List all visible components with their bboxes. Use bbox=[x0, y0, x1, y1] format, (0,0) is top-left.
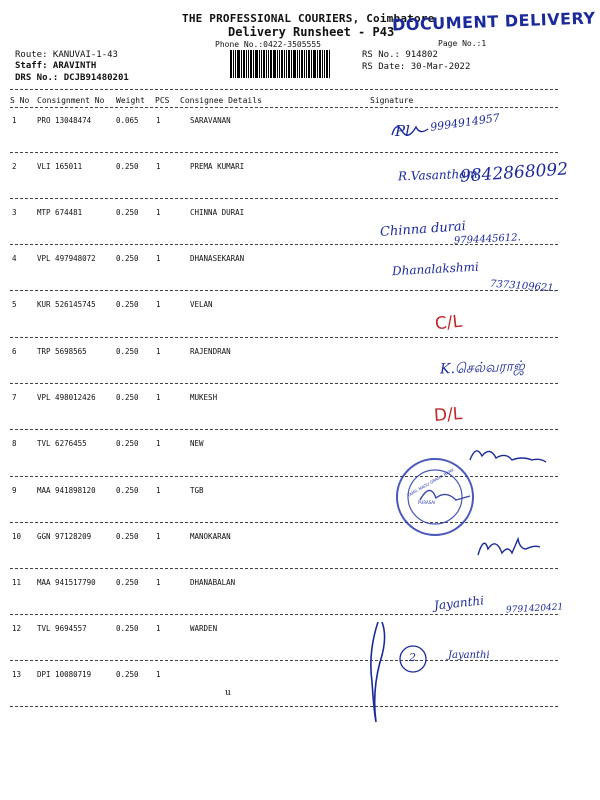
hw-r6-name: K.செல்வராஜ் bbox=[439, 358, 526, 378]
cell-consignment: KUR 526145745 bbox=[37, 300, 96, 309]
col-weight: Weight bbox=[116, 96, 145, 105]
col-signature: Signature bbox=[370, 96, 414, 105]
cell-consignment: DPI 10080719 bbox=[37, 670, 92, 679]
cell-weight: 0.250 bbox=[116, 578, 139, 587]
cell-sno: 5 bbox=[12, 300, 17, 309]
hw-r1-initial: Pl bbox=[395, 122, 410, 140]
company-name: THE PROFESSIONAL COURIERS, Coimbatore bbox=[182, 12, 435, 25]
cell-consignee: RAJENDRAN bbox=[190, 347, 231, 356]
hw-r12-circle-number: 2 bbox=[409, 651, 416, 664]
page-number: Page No.:1 bbox=[438, 39, 487, 48]
route: Route: KANUVAI-1-43 bbox=[15, 50, 118, 60]
cell-weight: 0.250 bbox=[116, 347, 139, 356]
cell-consignment: MTP 674481 bbox=[37, 208, 83, 217]
cell-pcs: 1 bbox=[156, 300, 161, 309]
cell-consignment: MAA 941517790 bbox=[37, 578, 96, 587]
document-delivery-stamp: DOCUMENT DELIVERY bbox=[391, 8, 596, 35]
phone-number: Phone No.:0422-3505555 bbox=[215, 40, 321, 49]
cell-consignee: WARDEN bbox=[190, 624, 218, 633]
cell-consignee: CHINNA DURAI bbox=[190, 208, 245, 217]
cell-weight: 0.250 bbox=[116, 300, 139, 309]
runsheet-title: Delivery Runsheet - P43 bbox=[228, 25, 395, 39]
cell-sno: 4 bbox=[12, 254, 17, 263]
cell-consignment: TVL 9694557 bbox=[37, 624, 87, 633]
hw-r13-mark: u bbox=[225, 688, 231, 698]
signature-10-stroke bbox=[478, 539, 540, 555]
hw-r12-name: Jayanthi bbox=[448, 650, 490, 661]
cell-weight: 0.250 bbox=[116, 393, 139, 402]
cell-pcs: 1 bbox=[156, 578, 161, 587]
cell-sno: 10 bbox=[12, 532, 22, 541]
cell-consignment: PRO 13048474 bbox=[37, 116, 92, 125]
cell-sno: 8 bbox=[12, 439, 17, 448]
cell-pcs: 1 bbox=[156, 393, 161, 402]
cell-pcs: 1 bbox=[156, 208, 161, 217]
signature-12-stroke bbox=[371, 622, 385, 722]
cell-consignee: DHANASEKARAN bbox=[190, 254, 245, 263]
staff: Staff: ARAVINTH bbox=[15, 61, 97, 71]
cell-consignee: DHANABALAN bbox=[190, 578, 236, 587]
cell-weight: 0.250 bbox=[116, 624, 139, 633]
bank-stamp-text: TAMIL NADU GRAMA BANK bbox=[406, 467, 455, 498]
cell-pcs: 1 bbox=[156, 116, 161, 125]
hw-r11-name: Jayanthi bbox=[433, 593, 485, 613]
hw-r1-phone: 9994914957 bbox=[429, 111, 501, 134]
cell-pcs: 1 bbox=[156, 254, 161, 263]
col-consignment: Consignment No bbox=[37, 96, 105, 105]
col-consignee: Consignee Details bbox=[180, 96, 262, 105]
cell-consignment: VLI 165011 bbox=[37, 162, 83, 171]
cell-pcs: 1 bbox=[156, 486, 161, 495]
hw-r2-phone: 9842868092 bbox=[459, 159, 569, 187]
col-pcs: PCS bbox=[155, 96, 170, 105]
cell-consignment: MAA 941898120 bbox=[37, 486, 96, 495]
cell-consignee: MUKESH bbox=[190, 393, 218, 402]
hw-r2-name: R.Vasantham bbox=[397, 166, 478, 184]
cell-weight: 0.250 bbox=[116, 670, 139, 679]
hw-r4-name: Dhanalakshmi bbox=[391, 259, 480, 279]
cell-weight: 0.250 bbox=[116, 162, 139, 171]
cell-pcs: 1 bbox=[156, 670, 161, 679]
cell-sno: 6 bbox=[12, 347, 17, 356]
cell-pcs: 1 bbox=[156, 162, 161, 171]
cell-consignment: TRP 5698565 bbox=[37, 347, 87, 356]
cell-consignee: SARAVANAN bbox=[190, 116, 231, 125]
hw-r3-phone: 9794445612. bbox=[453, 232, 522, 247]
cell-consignee: VELAN bbox=[190, 300, 213, 309]
cell-consignment: VPL 497948072 bbox=[37, 254, 96, 263]
drs-number: DRS No.: DCJB91480201 bbox=[15, 73, 129, 83]
cell-consignment: TVL 6276455 bbox=[37, 439, 87, 448]
cell-sno: 11 bbox=[12, 578, 22, 587]
cell-sno: 3 bbox=[12, 208, 17, 217]
cell-pcs: 1 bbox=[156, 624, 161, 633]
cell-consignee: MANOKARAN bbox=[190, 532, 231, 541]
cell-weight: 0.250 bbox=[116, 532, 139, 541]
cell-weight: 0.065 bbox=[116, 116, 139, 125]
cell-weight: 0.250 bbox=[116, 254, 139, 263]
cell-sno: 7 bbox=[12, 393, 17, 402]
cell-consignment: GGN 97128209 bbox=[37, 532, 92, 541]
cell-sno: 2 bbox=[12, 162, 17, 171]
hw-r7-dl: D/L bbox=[433, 404, 463, 426]
hw-r11-phone: 9791420421 bbox=[505, 602, 564, 616]
cell-consignee: TGB bbox=[190, 486, 204, 495]
cell-pcs: 1 bbox=[156, 347, 161, 356]
rs-number: RS No.: 914802 bbox=[362, 50, 438, 60]
cell-weight: 0.250 bbox=[116, 439, 139, 448]
cell-sno: 13 bbox=[12, 670, 22, 679]
cell-weight: 0.250 bbox=[116, 486, 139, 495]
cell-pcs: 1 bbox=[156, 532, 161, 541]
col-sno: S No bbox=[10, 96, 30, 105]
cell-sno: 9 bbox=[12, 486, 17, 495]
signature-8-stroke bbox=[470, 451, 546, 462]
rs-date: RS Date: 30-Mar-2022 bbox=[362, 62, 471, 72]
hw-r4-phone: 7373109621. bbox=[489, 278, 558, 295]
bank-stamp-inner: PURASAI bbox=[418, 500, 436, 505]
cell-sno: 12 bbox=[12, 624, 22, 633]
hw-r5-cl: C/L bbox=[434, 311, 464, 335]
cell-weight: 0.250 bbox=[116, 208, 139, 217]
cell-consignment: VPL 498012426 bbox=[37, 393, 96, 402]
cell-sno: 1 bbox=[12, 116, 17, 125]
cell-pcs: 1 bbox=[156, 439, 161, 448]
cell-consignee: NEW bbox=[190, 439, 204, 448]
cell-consignee: PREMA KUMARI bbox=[190, 162, 245, 171]
hw-r3-name: Chinna durai bbox=[379, 219, 467, 240]
